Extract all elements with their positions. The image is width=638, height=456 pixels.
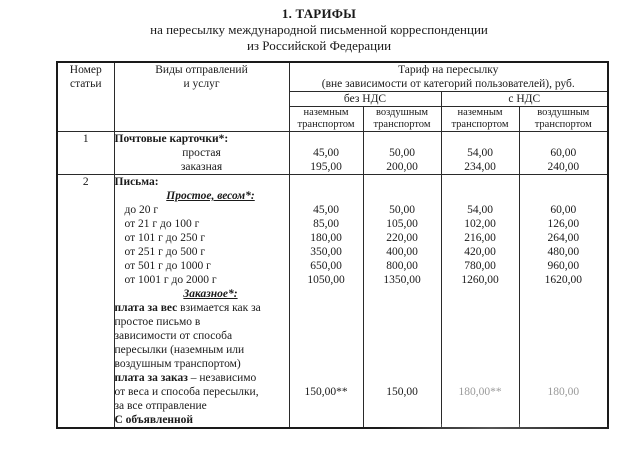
section-2-row-4-val-1: 800,00 — [386, 260, 418, 272]
header-tariff-group — [289, 62, 608, 92]
section-1-heading: Почтовые карточки*: — [114, 133, 229, 145]
note-weight-line-0: простое письмо в — [114, 316, 201, 328]
spacer — [290, 287, 363, 385]
spacer — [442, 287, 519, 385]
note-weight-line-1: зависимости от способа — [114, 330, 233, 342]
spacer — [290, 175, 363, 203]
header-kind-line2: и услуг — [183, 78, 220, 90]
section-2-heading: Письма: — [114, 176, 159, 188]
spacer — [520, 287, 608, 385]
spacer — [442, 175, 519, 203]
section-2-col-ground-no-vat — [289, 175, 363, 429]
header-ground-transport-vat — [441, 107, 519, 132]
section-2-row-2-val-3: 264,00 — [547, 232, 580, 244]
section-2-subheading-registered: Заказное*: — [183, 288, 238, 300]
section-2-row-1-val-1: 105,00 — [386, 218, 418, 230]
header-air-2-line2: транспортом — [534, 119, 592, 130]
table-row — [57, 175, 608, 429]
section-2-col-air-vat — [519, 175, 608, 429]
section-2-row-5-val-2: 1260,00 — [461, 274, 499, 286]
section-1-col-ground-vat — [441, 132, 519, 175]
section-2-row-0-val-3: 60,00 — [550, 204, 577, 216]
note-order-line-1: за все отправление — [114, 400, 207, 412]
section-2-row-2-val-1: 220,00 — [386, 232, 418, 244]
section-1-col-air-vat — [519, 132, 608, 175]
section-2-row-4-val-0: 650,00 — [310, 260, 342, 272]
section-1-row-1-val-3: 240,00 — [547, 161, 580, 173]
section-2-row-4-val-2: 780,00 — [464, 260, 496, 272]
note-weight-line-3: воздушным транспортом) — [114, 358, 241, 370]
note-order-line-0: от веса и способа пересылки, — [114, 386, 259, 398]
page-title: 1. ТАРИФЫ — [281, 6, 357, 21]
spacer — [520, 175, 608, 203]
section-2-row-1-label: от 21 г до 100 г — [124, 218, 200, 230]
section-2-order-val-2: 180,00** — [458, 386, 502, 398]
tariff-table-container — [56, 61, 607, 429]
spacer — [364, 132, 441, 146]
section-2-row-3-label: от 251 г до 500 г — [124, 246, 206, 258]
section-2-row-4-val-3: 960,00 — [547, 260, 580, 272]
header-kind-line1: Виды отправлений — [155, 64, 248, 76]
spacer — [520, 132, 608, 146]
section-1-number: 1 — [57, 132, 114, 175]
section-1-row-0-val-0: 45,00 — [313, 147, 339, 159]
section-2-row-0-val-2: 54,00 — [467, 204, 493, 216]
page-subtitle-line-2: из Российской Федерации — [246, 38, 392, 53]
section-2-row-5-val-3: 1620,00 — [544, 274, 582, 286]
document-title-block — [0, 0, 638, 54]
section-2-row-2-val-0: 180,00 — [310, 232, 342, 244]
header-article-number — [57, 62, 114, 132]
section-2-row-5-val-0: 1050,00 — [307, 274, 345, 286]
header-ground-1-line2: транспортом — [297, 119, 355, 130]
section-2-row-1-val-3: 126,00 — [547, 218, 580, 230]
header-ground-transport-no-vat — [289, 107, 363, 132]
section-1-row-0-val-2: 54,00 — [467, 147, 493, 159]
section-2-note-order — [115, 371, 289, 385]
spacer — [364, 287, 441, 385]
section-2-row-3-val-2: 420,00 — [464, 246, 496, 258]
section-1-row-0-val-3: 60,00 — [550, 147, 577, 159]
tariff-table — [56, 61, 609, 429]
section-2-row-2-val-2: 216,00 — [464, 232, 496, 244]
section-2-cutoff-row: С объявленной — [114, 414, 194, 426]
spacer — [290, 132, 363, 146]
header-air-1-line2: транспортом — [373, 119, 431, 130]
section-1-row-0-label: простая — [182, 147, 221, 159]
section-2-note-weight — [115, 301, 289, 315]
section-2-col-ground-vat — [441, 175, 519, 429]
header-ground-2-line1: наземным — [457, 107, 503, 118]
page-subtitle-line-1: на пересылку международной письменной корреспонденции — [150, 22, 488, 37]
section-2-kind — [114, 175, 289, 429]
section-1-row-1-label: заказная — [180, 161, 223, 173]
header-ground-1-line1: наземным — [303, 107, 349, 118]
section-1-col-air-no-vat — [363, 132, 441, 175]
header-without-vat: без НДС — [289, 92, 441, 107]
header-with-vat: с НДС — [441, 92, 608, 107]
header-article-number-line1: Номер — [69, 64, 102, 76]
section-2-row-1-val-0: 85,00 — [313, 218, 339, 230]
header-tariff-subtitle: (вне зависимости от категорий пользователей), руб. — [321, 78, 575, 90]
header-kind-of-items — [114, 62, 289, 132]
section-2-row-4-label: от 501 г до 1000 г — [124, 260, 211, 272]
header-air-transport-vat — [519, 107, 608, 132]
header-ground-2-line2: транспортом — [451, 119, 509, 130]
section-2-row-3-val-3: 480,00 — [547, 246, 580, 258]
header-air-transport-no-vat — [363, 107, 441, 132]
table-row — [57, 132, 608, 175]
section-2-row-5-val-1: 1350,00 — [383, 274, 421, 286]
note-weight-line-2: пересылки (наземным или — [114, 344, 245, 356]
spacer — [442, 132, 519, 146]
spacer — [364, 175, 441, 203]
section-2-row-3-val-1: 400,00 — [386, 246, 418, 258]
section-2-row-2-label: от 101 г до 250 г — [124, 232, 206, 244]
section-2-order-val-0: 150,00** — [304, 386, 348, 398]
section-1-row-1-val-2: 234,00 — [464, 161, 496, 173]
header-air-2-line1: воздушным — [537, 107, 590, 118]
section-2-order-val-3: 180,00 — [547, 386, 580, 398]
section-2-row-1-val-2: 102,00 — [464, 218, 496, 230]
section-2-row-0-label: до 20 г — [124, 204, 159, 216]
section-1-row-0-val-1: 50,00 — [389, 147, 415, 159]
note-weight-bold: плата за вес — [114, 302, 178, 314]
section-2-row-3-val-0: 350,00 — [310, 246, 342, 258]
section-2-col-air-no-vat — [363, 175, 441, 429]
note-weight-rest: взимается как за — [177, 302, 261, 314]
note-order-rest: – независимо — [187, 372, 257, 384]
section-2-row-5-label: от 1001 г до 2000 г — [124, 274, 217, 286]
section-1-col-ground-no-vat — [289, 132, 363, 175]
section-1-row-1-val-1: 200,00 — [386, 161, 418, 173]
section-1-kind — [114, 132, 289, 175]
header-article-number-line2: статьи — [69, 78, 102, 90]
note-order-bold: плата за заказ — [114, 372, 188, 384]
header-tariff-title: Тариф на пересылку — [398, 64, 499, 76]
header-air-1-line1: воздушным — [375, 107, 429, 118]
section-2-order-val-1: 150,00 — [386, 386, 418, 398]
section-2-subheading-simple: Простое, весом*: — [166, 190, 255, 202]
table-header-row-1 — [57, 62, 608, 92]
section-2-number: 2 — [57, 175, 114, 429]
section-2-row-0-val-0: 45,00 — [313, 204, 339, 216]
section-2-row-0-val-1: 50,00 — [389, 204, 415, 216]
section-1-row-1-val-0: 195,00 — [310, 161, 342, 173]
